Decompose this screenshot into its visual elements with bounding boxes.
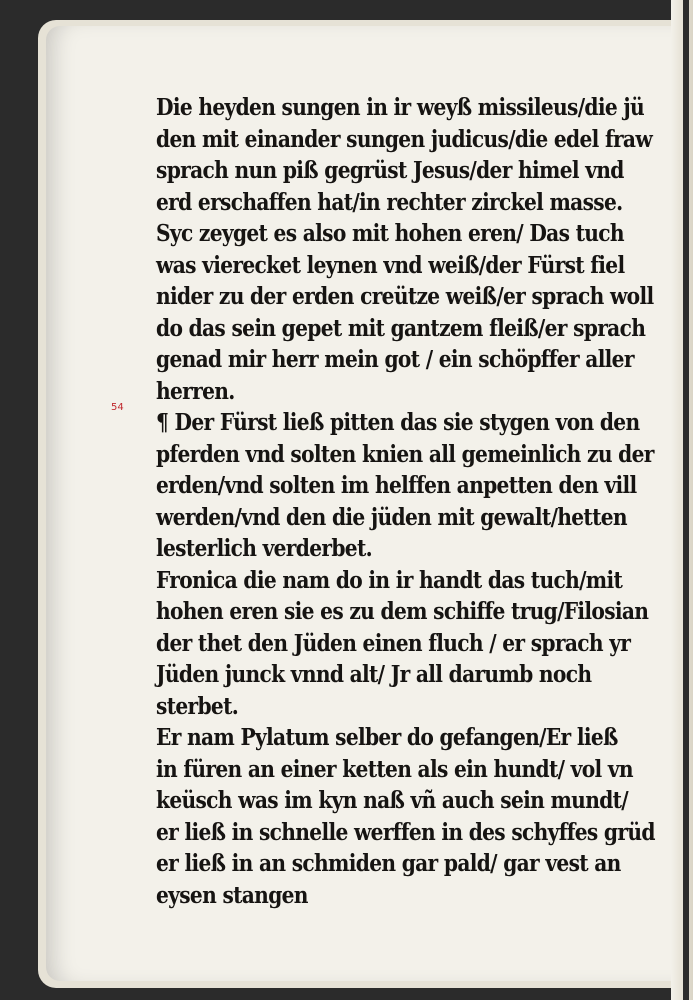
text-line: den mit einander sungen judicus/die edel fraw	[156, 124, 653, 153]
text-line: Fronica die nam do in ir handt das tuch/mit	[156, 565, 623, 594]
text-line: was vierecket leynen vnd weiß/der Fürst fiel	[156, 250, 625, 279]
text-line: do das sein gepet mit gantzem fleiß/er sprach	[156, 313, 646, 342]
text-line: werden/vnd den die jüden mit gewalt/hetten	[156, 502, 627, 531]
text-line: Die heyden sungen in ir weyß missileus/die jü	[156, 93, 644, 121]
text-line: herren.	[156, 376, 235, 405]
text-line: sprach nun piß gegrüst Jesus/der himel vnd	[156, 156, 624, 184]
text-line: in füren an einer ketten als ein hundt/ vol vn	[156, 754, 633, 783]
text-line: keüsch was im kyn naß vñ auch sein mundt/	[156, 786, 628, 814]
text-line: eysen stangen	[156, 880, 308, 909]
text-line: hohen eren sie es zu dem schiffe trug/Filosian	[156, 597, 649, 625]
text-line: ¶ Der Fürst ließ pitten das sie stygen von den	[156, 408, 640, 436]
right-page-edge	[671, 0, 693, 1000]
margin-page-number: 54	[111, 402, 124, 413]
text-line: nider zu der erden creütze weiß/er sprach woll	[156, 282, 654, 310]
text-line: erd erschaffen hat/in rechter zirckel masse.	[156, 187, 623, 216]
text-line: pferden vnd solten knien all gemeinlich zu der	[156, 439, 654, 468]
text-line: der thet den Jüden einen fluch / er sprach yr	[156, 628, 631, 657]
text-line: Jüden junck vnnd alt/ Jr all darumb noch	[156, 660, 592, 688]
text-line: erden/vnd solten im helffen anpetten den vill	[156, 471, 637, 499]
text-line: sterbet.	[156, 691, 239, 720]
text-line: er ließ in an schmiden gar pald/ gar vest an	[156, 849, 621, 877]
text-block	[156, 92, 655, 911]
text-line: Er nam Pylatum selber do gefangen/Er ließ	[156, 723, 618, 751]
text-line: er ließ in schnelle werffen in des schyffes grüd	[156, 817, 655, 846]
text-line: lesterlich verderbet.	[156, 534, 372, 562]
text-line: genad mir herr mein got / ein schöpffer aller	[156, 345, 634, 373]
text-line: Syc zeyget es also mit hohen eren/ Das tuch	[156, 219, 624, 247]
